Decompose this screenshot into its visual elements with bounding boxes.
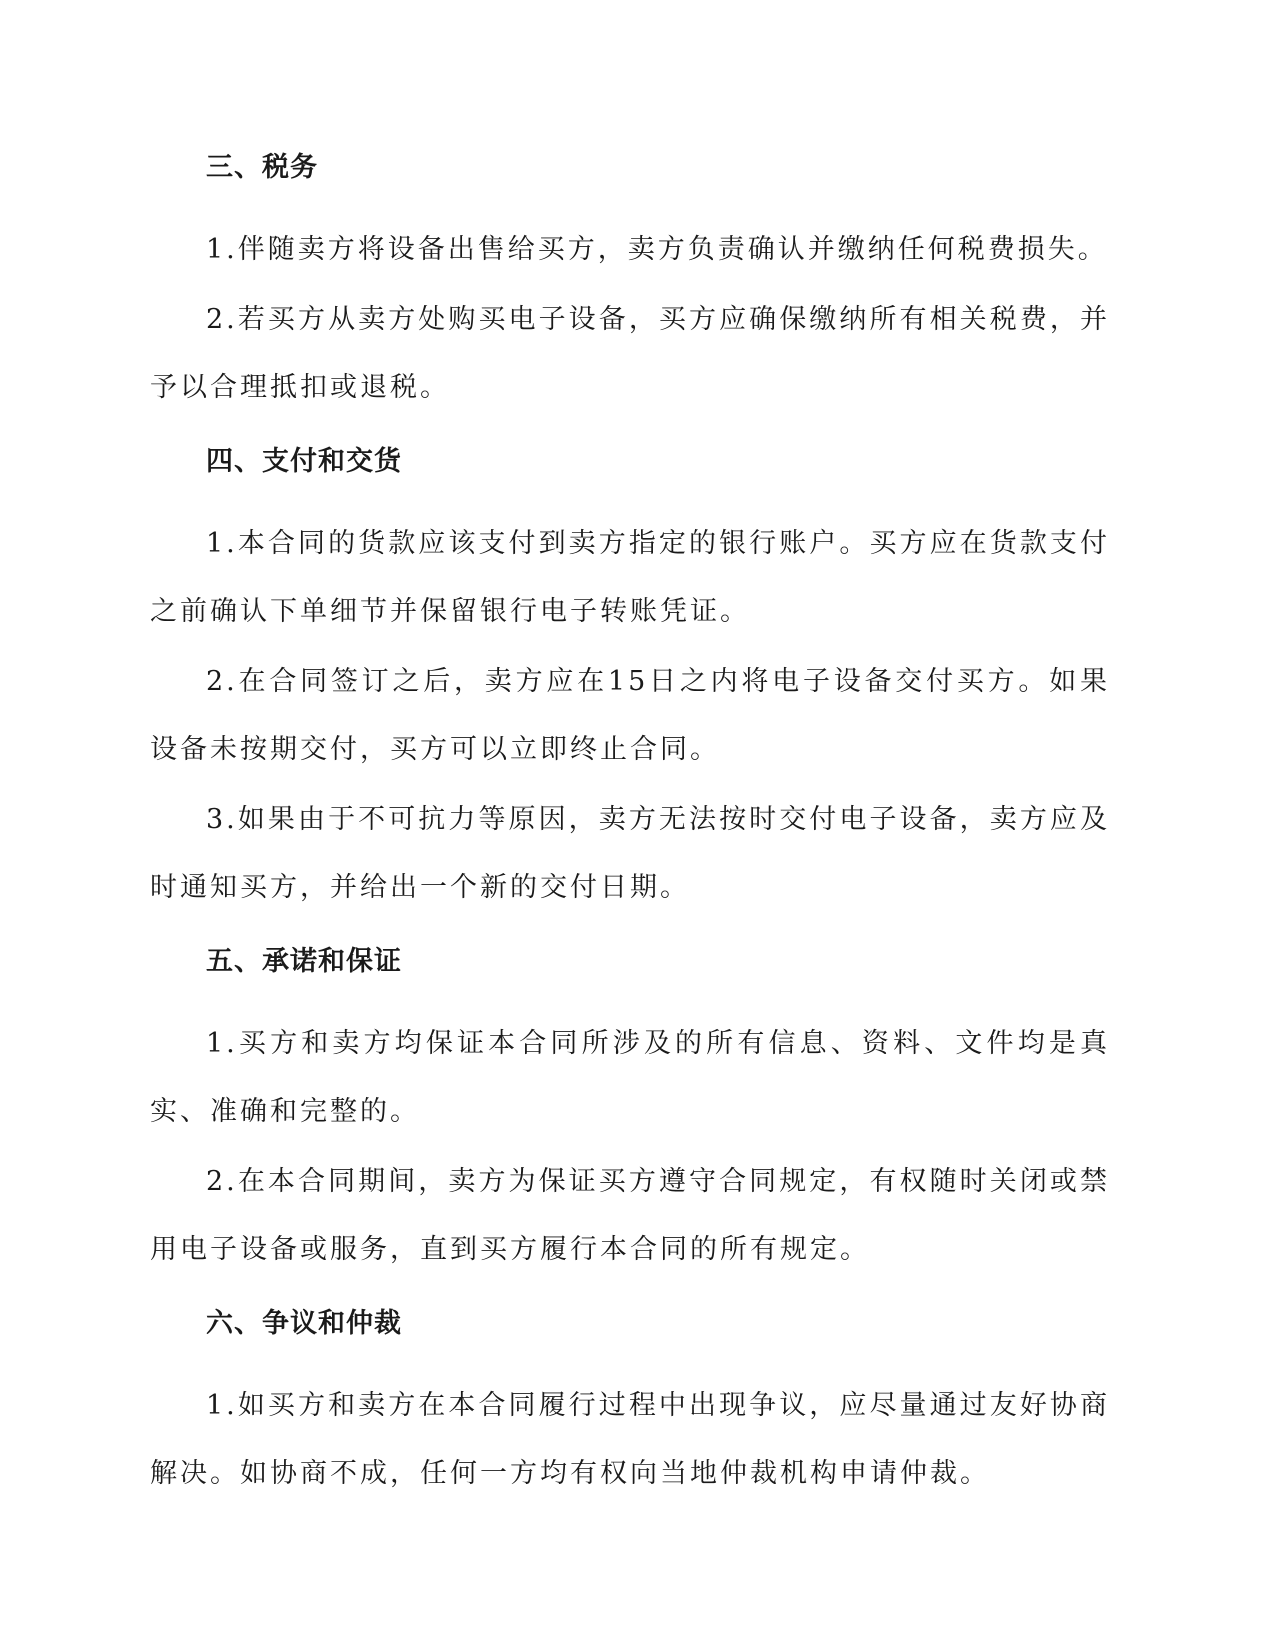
section-payment-delivery xyxy=(150,444,1110,944)
section-commitment-warranty xyxy=(150,944,1110,1306)
section-heading: 四、支付和交货 xyxy=(206,446,402,477)
section-heading: 三、税务 xyxy=(206,152,318,183)
section-heading: 六、争议和仲裁 xyxy=(206,1308,402,1339)
document-page xyxy=(150,150,1110,1508)
section-dispute-arbitration xyxy=(150,1306,1110,1508)
section-heading: 五、承诺和保证 xyxy=(206,946,402,977)
paragraph: 2.在本合同期间，卖方为保证买方遵守合同规定，有权随时关闭或禁用电子设备或服务，直到买方履行本合同的所有规定。 xyxy=(150,1166,1110,1265)
section-tax xyxy=(150,150,1110,444)
paragraph: 3.如果由于不可抗力等原因，卖方无法按时交付电子设备，卖方应及时通知买方，并给出一个新的交付日期。 xyxy=(150,804,1110,903)
paragraph: 2.在合同签订之后，卖方应在15日之内将电子设备交付买方。如果设备未按期交付，买方可以立即终止合同。 xyxy=(150,666,1110,765)
paragraph: 1.本合同的货款应该支付到卖方指定的银行账户。买方应在货款支付之前确认下单细节并保留银行电子转账凭证。 xyxy=(150,528,1110,627)
paragraph: 1.买方和卖方均保证本合同所涉及的所有信息、资料、文件均是真实、准确和完整的。 xyxy=(150,1028,1110,1127)
paragraph: 2.若买方从卖方处购买电子设备，买方应确保缴纳所有相关税费，并予以合理抵扣或退税。 xyxy=(150,304,1110,403)
paragraph: 1.如买方和卖方在本合同履行过程中出现争议，应尽量通过友好协商解决。如协商不成，任何一方均有权向当地仲裁机构申请仲裁。 xyxy=(150,1390,1110,1489)
paragraph: 1.伴随卖方将设备出售给买方，卖方负责确认并缴纳任何税费损失。 xyxy=(206,234,1108,265)
